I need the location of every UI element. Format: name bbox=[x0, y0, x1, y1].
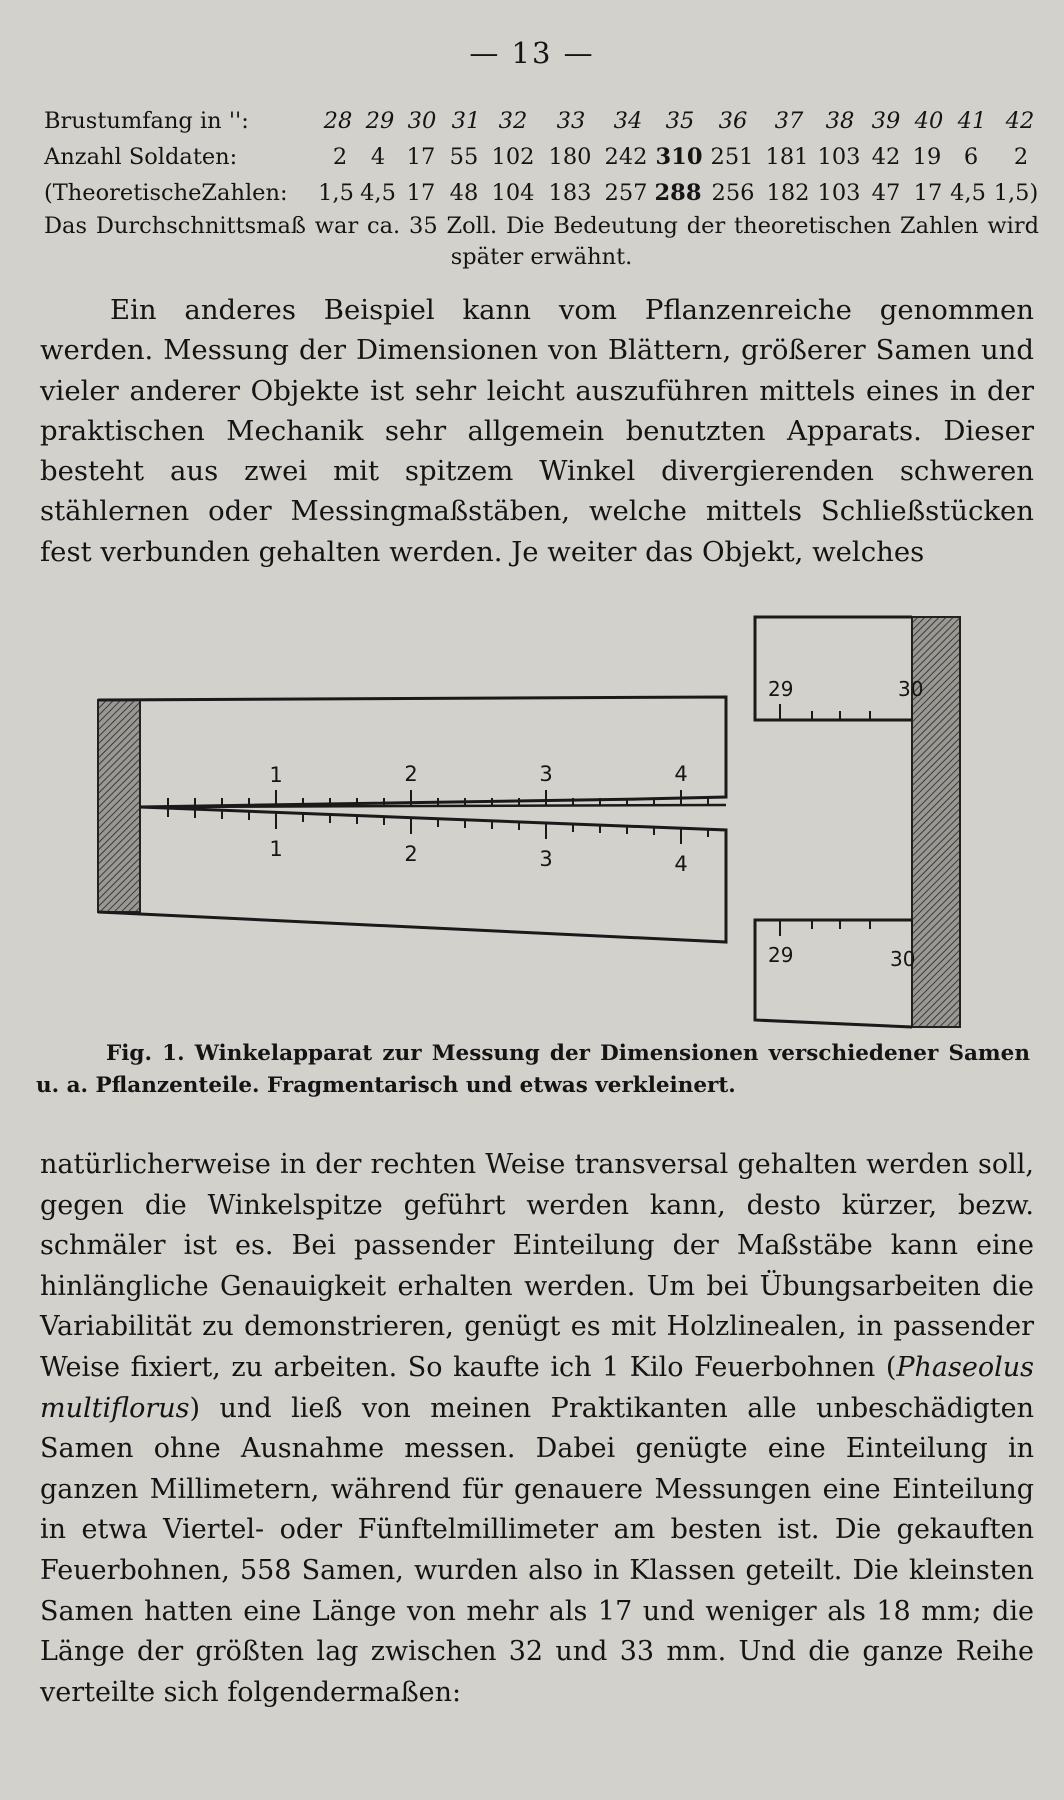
upper-scale-ticks bbox=[168, 790, 708, 806]
upper-scale-label: 3 bbox=[539, 762, 553, 786]
table-cell: 2 bbox=[332, 144, 348, 170]
table-cell: 39 bbox=[871, 108, 901, 134]
table-cell: 104 bbox=[491, 180, 535, 206]
table-cell: 1,5) bbox=[993, 180, 1039, 206]
table-cell: 28 bbox=[323, 108, 353, 134]
top-right-label: 30 bbox=[898, 677, 924, 701]
paragraph-1: Ein anderes Beispiel kann vom Pflanzenreiche genommen werden. Messung der Dimensionen von Blättern, größerer Samen und vieler anderer Objekte ist sehr leicht auszuführen mittels eines in der praktischen Mechanik sehr allgemein benutzten Apparats. Dieser besteht aus zwei mit spitzem Winkel divergierenden schweren stählernen oder Messingmaßstäben, welche mittels Schließstücken fest verbunden gehalten werden. Je weiter das Objekt, welches bbox=[40, 294, 1034, 568]
figure-caption: Fig. 1. Winkelapparat zur Messung der Dimensionen verschiedener Samen u. a. Pflanzenteile. Fragmentarisch und etwas verkleinert. bbox=[36, 1041, 1030, 1098]
lower-scale-label: 2 bbox=[404, 842, 418, 866]
table-cell: 40 bbox=[914, 108, 944, 134]
table-cell: 183 bbox=[548, 180, 592, 206]
table-cell: 251 bbox=[710, 144, 754, 170]
table-cell: 256 bbox=[711, 180, 755, 206]
table-cell: 41 bbox=[957, 108, 987, 134]
table-cell: 30 bbox=[407, 108, 437, 134]
table-cell: 182 bbox=[766, 180, 810, 206]
left-clamp-block bbox=[98, 700, 140, 912]
table-cell: 181 bbox=[765, 144, 809, 170]
table-cell: 4,5 bbox=[360, 180, 396, 206]
table-cell: 37 bbox=[774, 108, 804, 134]
table-cell: 288 bbox=[654, 180, 702, 206]
table-cell: 31 bbox=[451, 108, 481, 134]
top-right-label: 29 bbox=[768, 677, 794, 701]
table-cell: 17 bbox=[406, 180, 436, 206]
table-cell: 103 bbox=[817, 180, 861, 206]
table-cell: 19 bbox=[912, 144, 942, 170]
lower-scale-label: 4 bbox=[674, 852, 688, 876]
bottom-right-scale bbox=[755, 920, 912, 1027]
table-annotation: Das Durchschnittsmaß war ca. 35 Zoll. Die Bedeutung der theoretischen Zahlen wird später erwähnt. bbox=[44, 213, 1039, 270]
table-cell: 36 bbox=[718, 108, 748, 134]
table-cell: 1,5 bbox=[318, 180, 354, 206]
table-cell: 38 bbox=[825, 108, 855, 134]
table-cell: 310 bbox=[655, 144, 703, 170]
table-cell: 55 bbox=[449, 144, 479, 170]
table-cell: 17 bbox=[406, 144, 436, 170]
table-cell: 33 bbox=[556, 108, 586, 134]
table-cell: 42 bbox=[1005, 108, 1035, 134]
table-cell: 48 bbox=[449, 180, 479, 206]
table-cell: 2 bbox=[1013, 144, 1029, 170]
upper-scale-label: 4 bbox=[674, 762, 688, 786]
table-cell: 32 bbox=[498, 108, 528, 134]
lower-scale-label: 1 bbox=[269, 837, 283, 861]
table-cell: 6 bbox=[963, 144, 979, 170]
table-cell: 47 bbox=[871, 180, 901, 206]
top-right-scale bbox=[755, 617, 912, 720]
row-label-chest-size: Brustumfang in '': bbox=[44, 108, 249, 134]
lower-scale-ticks bbox=[168, 809, 708, 844]
table-cell: 4,5 bbox=[950, 180, 986, 206]
table-cell: 102 bbox=[491, 144, 535, 170]
upper-scale-label: 1 bbox=[269, 763, 283, 787]
paragraph-2-text-b: ) und ließ von meinen Praktikanten alle unbeschädigten Samen ohne Ausnahme messen. Dabei genügte eine Einteilung in ganzen Millimetern, während für genauere Messungen eine Einteilung in etwa Viertel- oder Fünftelmillimeter am besten ist. Die gekauften Feuerbohnen, 558 Samen, wurden also in Klassen geteilt. Die kleinsten Samen hatten eine Länge von mehr als 17 und weniger als 18 mm; die Länge der größten lag zwischen 32 und 33 mm. Und die ganze Reihe verteilte sich folgendermaßen: bbox=[40, 1392, 1034, 1708]
table-cell: 103 bbox=[817, 144, 861, 170]
table-cell: 35 bbox=[665, 108, 695, 134]
table-cell: 242 bbox=[604, 144, 648, 170]
lower-scale-label: 3 bbox=[539, 847, 553, 871]
upper-scale-label: 2 bbox=[404, 762, 418, 786]
row-label-soldier-count: Anzahl Soldaten: bbox=[44, 144, 238, 170]
table-cell: 34 bbox=[613, 108, 643, 134]
species-name: Phaseolus multiflorus bbox=[40, 1351, 1034, 1424]
table-cell: 17 bbox=[913, 180, 943, 206]
table-cell: 42 bbox=[871, 144, 901, 170]
table-cell: 29 bbox=[365, 108, 395, 134]
row-label-theoretical: (TheoretischeZahlen: bbox=[44, 180, 288, 206]
bottom-right-label: 29 bbox=[768, 943, 794, 967]
table-cell: 4 bbox=[370, 144, 386, 170]
table-cell: 180 bbox=[548, 144, 592, 170]
bottom-right-label: 30 bbox=[890, 947, 916, 971]
paragraph-2 bbox=[40, 1145, 1034, 1713]
page-number: — 13 — bbox=[469, 36, 595, 70]
paragraph-2-text-a: natürlicherweise in der rechten Weise transversal gehalten werden soll, gegen die Winkelspitze geführt werden kann, desto kürzer, bezw. schmäler ist es. Bei passender Einteilung der Maßstäbe kann eine hinlängliche Genauigkeit erhalten werden. Um bei Übungsarbeiten die Variabilität zu demonstrieren, genügt es mit Holzlinealen, in passender Weise fixiert, zu arbeiten. So kaufte ich 1 Kilo Feuerbohnen ( bbox=[40, 1149, 1034, 1383]
table-cell: 257 bbox=[604, 180, 648, 206]
